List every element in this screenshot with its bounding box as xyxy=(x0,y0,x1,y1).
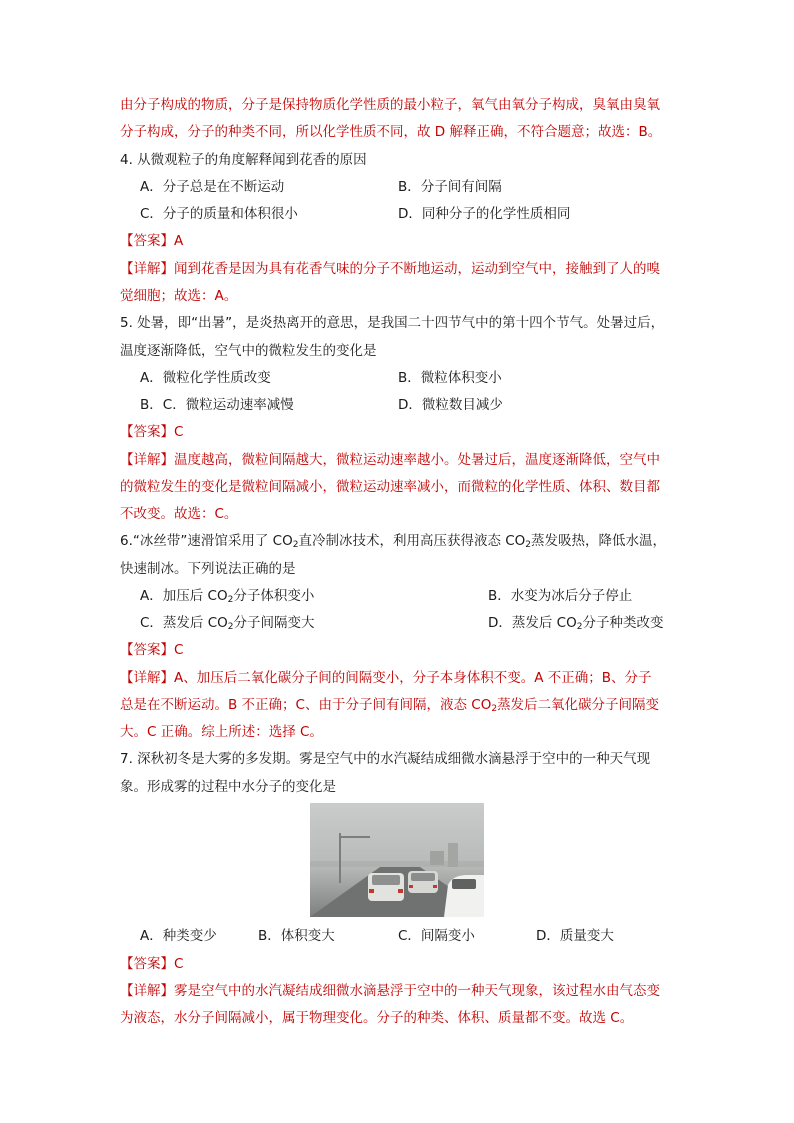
q6-stem-line-1 xyxy=(120,532,680,550)
q5-explanation-line-1 xyxy=(120,451,680,469)
q4-option-a: A．分子总是在不断运动 xyxy=(140,179,285,195)
q5-explanation-line-2: 的微粒发生的变化是微粒间隔减小，微粒运动速率减小，而微粒的化学性质、体积、数目都 xyxy=(120,479,660,495)
explanation-text: 闻到花香是因为具有花香气味的分子不断地运动，运动到空气中，接触到了人的嗅 xyxy=(174,261,660,277)
answer-value: C xyxy=(174,642,184,658)
prev-explanation-line-2: 分子构成，分子的种类不同，所以化学性质不同，故 D 解释正确，不符合题意；故选：B。 xyxy=(120,124,662,140)
q6-option-b: B．水变为冰后分子停止 xyxy=(488,588,633,604)
q7-stem-line-1: 7. 深秋初冬是大雾的多发期。雾是空气中的水汽凝结成细微水滴悬浮于空中的一种天气现 xyxy=(120,751,651,767)
q7-answer xyxy=(120,955,680,973)
answer-value: C xyxy=(174,424,184,440)
q4-explanation-line-2: 觉细胞；故选：A。 xyxy=(120,288,238,304)
q5-stem-line-2: 温度逐渐降低，空气中的微粒发生的变化是 xyxy=(120,343,377,359)
q6-stem-line-2: 快速制冰。下列说法正确的是 xyxy=(120,561,296,577)
explanation-text: 雾是空气中的水汽凝结成细微水滴悬浮于空中的一种天气现象，该过程水由气态变 xyxy=(174,983,660,999)
answer-value: C xyxy=(174,956,184,972)
q6-explanation-line-2 xyxy=(120,696,680,714)
explanation-text: 总是在不断运动。B 不正确；C、由于分子间有间隔，液态 CO xyxy=(120,697,492,713)
subscript-2: 2 xyxy=(227,622,234,632)
q4-stem: 4. 从微观粒子的角度解释闻到花香的原因 xyxy=(120,152,367,168)
q5-option-a: A．微粒化学性质改变 xyxy=(140,370,271,386)
q7-option-b: B．体积变大 xyxy=(258,928,335,944)
answer-tag: 【答案】 xyxy=(120,424,174,440)
q5-option-d: D．微粒数目减少 xyxy=(398,397,503,413)
q7-option-c: C．间隔变小 xyxy=(398,928,475,944)
q7-stem-line-2: 象。形成雾的过程中水分子的变化是 xyxy=(120,779,336,795)
prev-explanation-line-1: 由分子构成的物质，分子是保持物质化学性质的最小粒子，氧气由氧分子构成，臭氧由臭氧 xyxy=(120,97,660,113)
q4-option-c: C．分子的质量和体积很小 xyxy=(140,206,298,222)
q5-answer xyxy=(120,423,680,441)
option-text: 分子间隔变大 xyxy=(233,615,315,631)
fog-road-illustration xyxy=(310,803,484,917)
answer-tag: 【答案】 xyxy=(120,642,174,658)
q7-explanation-line-2: 为液态，水分子间隔减小，属于物理变化。分子的种类、体积、质量都不变。故选 C。 xyxy=(120,1010,634,1026)
q5-option-b: B．微粒体积变小 xyxy=(398,370,502,386)
option-text: D．蒸发后 CO xyxy=(488,615,577,631)
q6-answer xyxy=(120,641,680,659)
explanation-text: 蒸发后二氧化碳分子间隔变 xyxy=(497,697,660,713)
explanation-text: 温度越高，微粒间隔越大，微粒运动速率越小。处暑过后，温度逐渐降低，空气中 xyxy=(174,452,660,468)
q4-explanation-line-1 xyxy=(120,260,680,278)
subscript-2: 2 xyxy=(491,704,498,714)
subscript-2: 2 xyxy=(576,622,583,632)
explanation-tag: 【详解】 xyxy=(120,983,174,999)
explanation-tag: 【详解】 xyxy=(120,670,174,686)
option-text: 分子种类改变 xyxy=(582,615,664,631)
q5-stem-line-1: 5. 处暑，即“出暑”，是炎热离开的意思，是我国二十四节气中的第十四个节气。处暑过后， xyxy=(120,315,665,331)
q6-explanation-line-1 xyxy=(120,669,680,687)
answer-tag: 【答案】 xyxy=(120,233,174,249)
q6-stem-part: 直冷制冰技术，利用高压获得液态 CO xyxy=(298,533,526,549)
subscript-2: 2 xyxy=(292,540,299,550)
answer-tag: 【答案】 xyxy=(120,956,174,972)
q7-option-d: D．质量变大 xyxy=(536,928,614,944)
q4-option-b: B．分子间有间隔 xyxy=(398,179,502,195)
subscript-2: 2 xyxy=(227,595,234,605)
fog-road-photo xyxy=(310,803,484,917)
q5-option-c: B．C．微粒运动速率减慢 xyxy=(140,397,294,413)
q6-stem-part: 蒸发吸热，降低水温， xyxy=(531,533,667,549)
q6-explanation-line-3: 大。C 正确。综上所述：选择 C。 xyxy=(120,724,323,740)
q6-stem-part: 6.“冰丝带”速滑馆采用了 CO xyxy=(120,533,293,549)
q6-option-d xyxy=(488,614,663,632)
q6-option-a xyxy=(140,587,314,605)
explanation-tag: 【详解】 xyxy=(120,452,174,468)
subscript-2: 2 xyxy=(525,540,532,550)
explanation-tag: 【详解】 xyxy=(120,261,174,277)
q4-answer xyxy=(120,232,680,250)
q4-option-d: D．同种分子的化学性质相同 xyxy=(398,206,571,222)
option-text: 分子体积变小 xyxy=(233,588,315,604)
option-text: C．蒸发后 CO xyxy=(140,615,228,631)
answer-value: A xyxy=(174,233,184,249)
q6-option-c xyxy=(140,614,315,632)
q7-explanation-line-1 xyxy=(120,982,680,1000)
q7-option-a: A．种类变少 xyxy=(140,928,217,944)
explanation-text: A、加压后二氧化碳分子间的间隔变小，分子本身体积不变。A 不正确；B、分子 xyxy=(174,670,652,686)
option-text: A．加压后 CO xyxy=(140,588,228,604)
q5-explanation-line-3: 不改变。故选：C。 xyxy=(120,506,238,522)
